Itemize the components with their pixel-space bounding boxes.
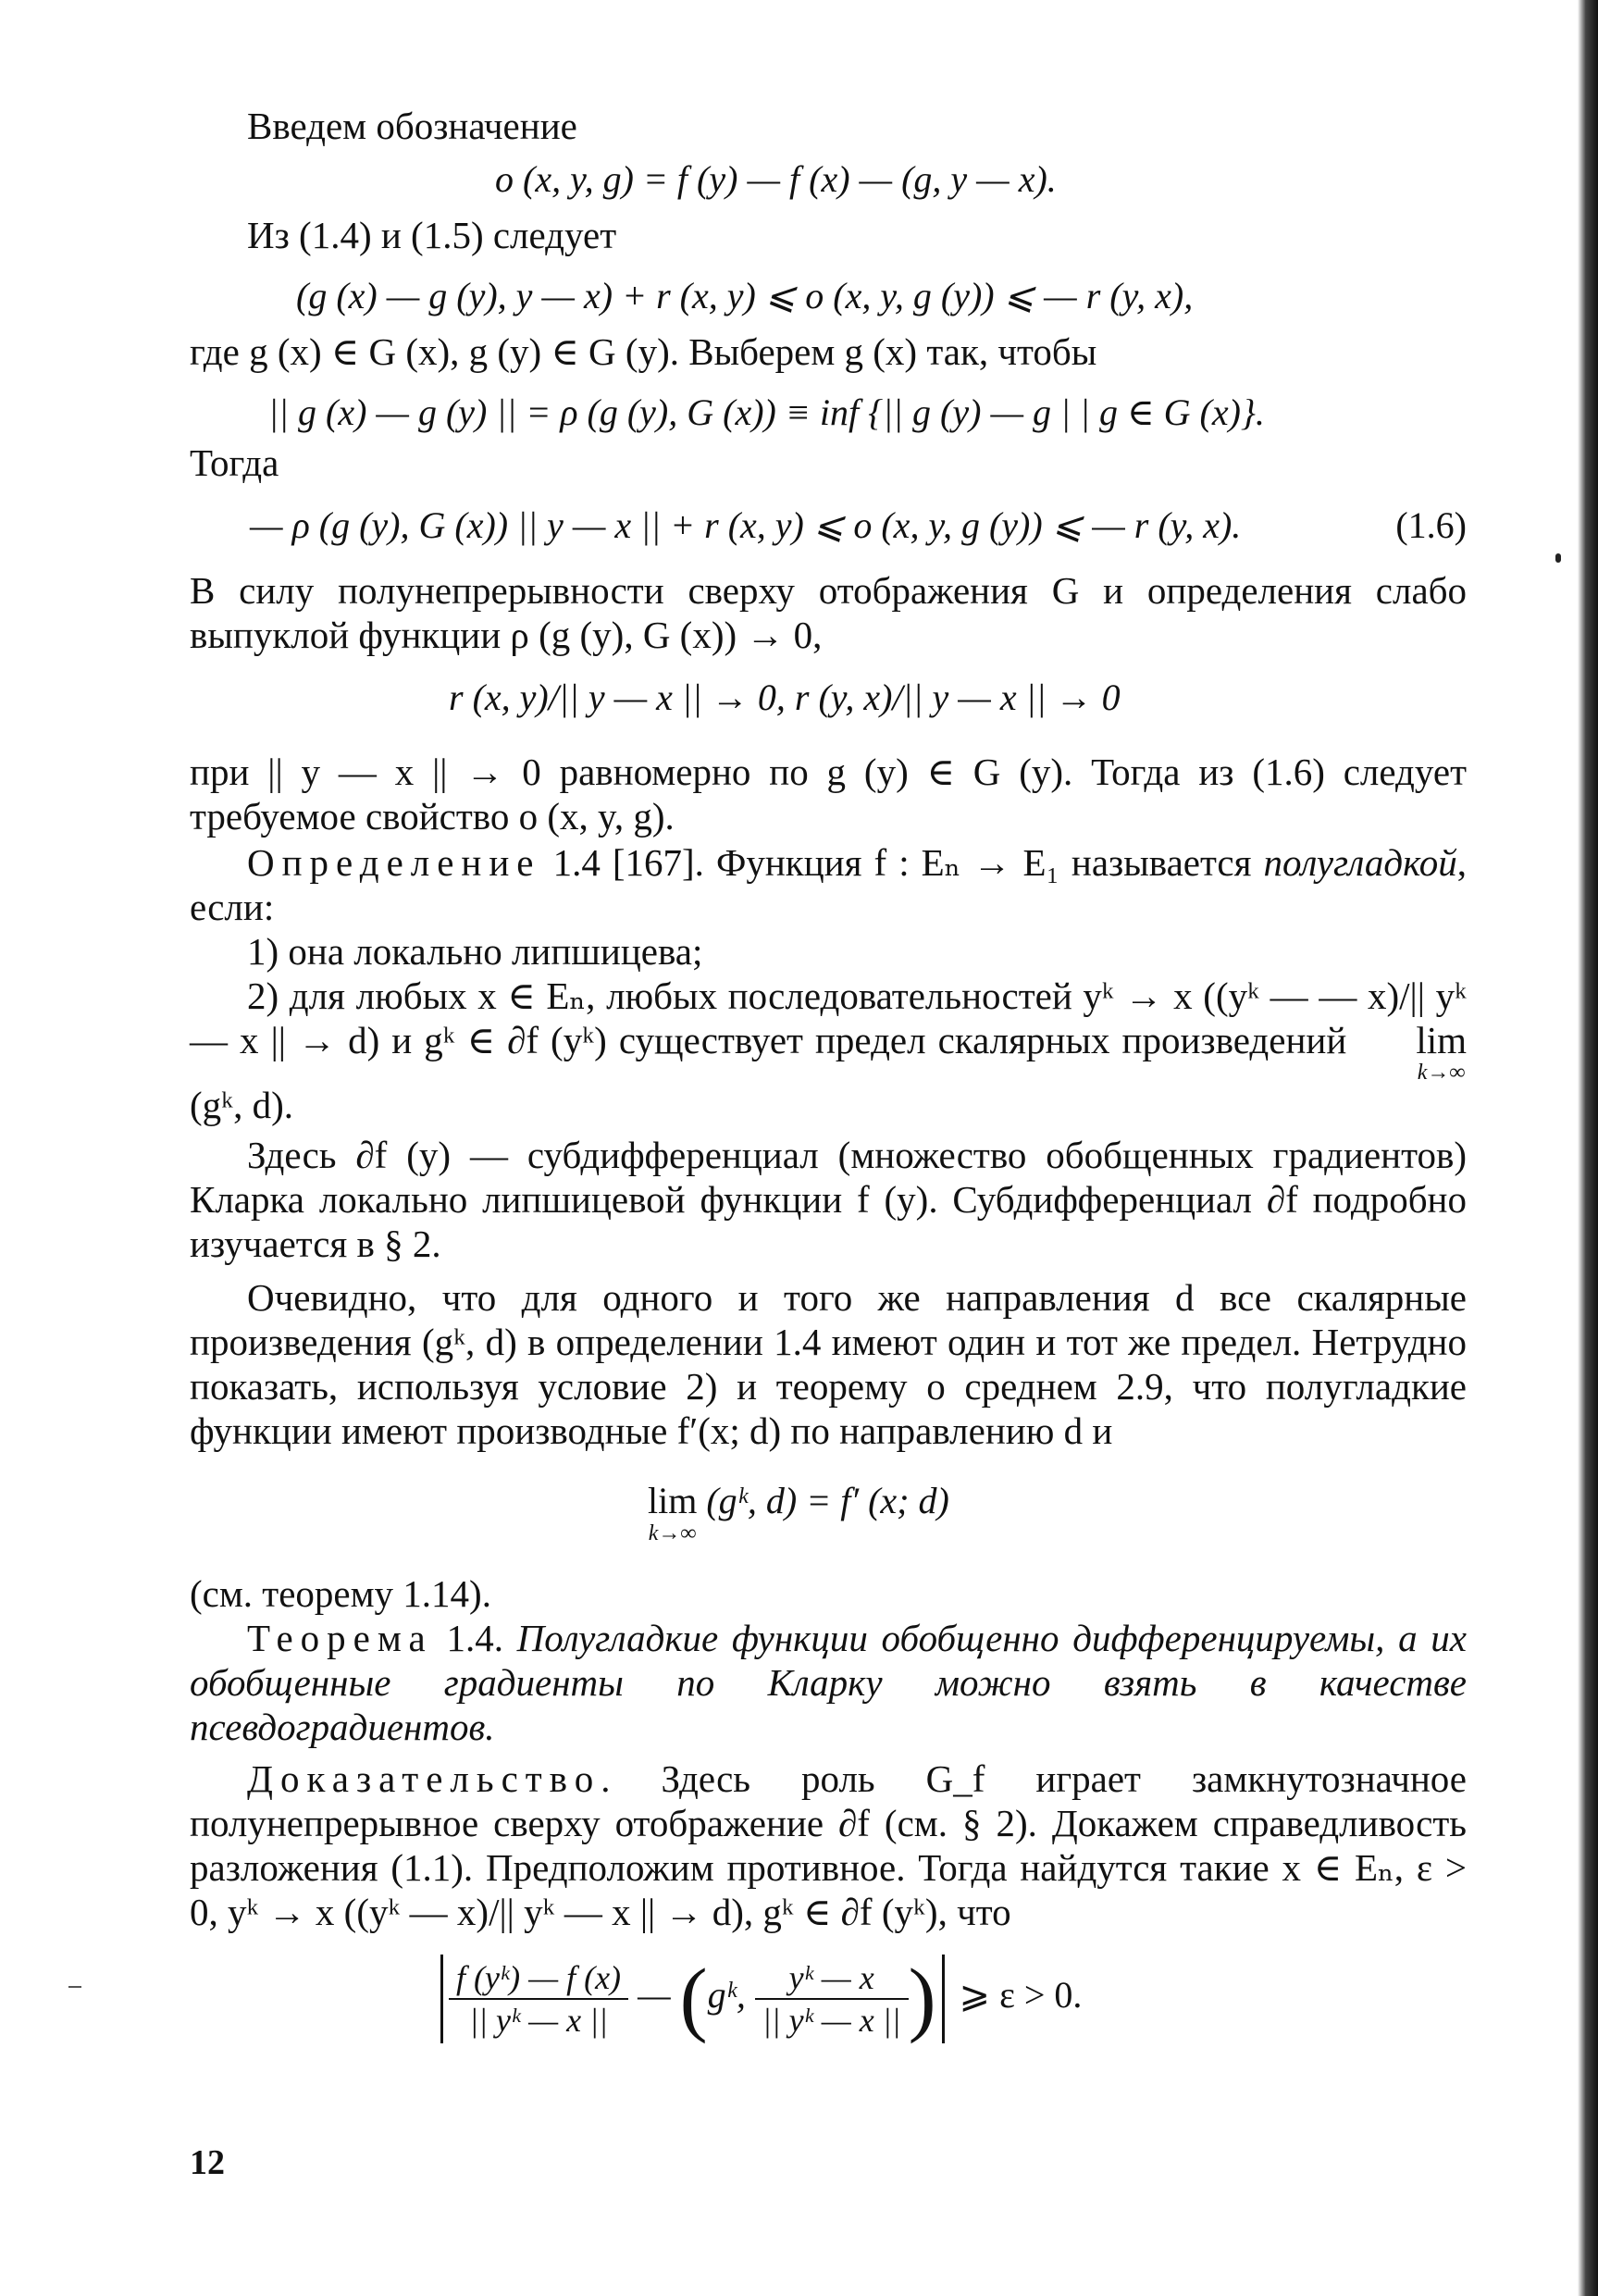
definition-text-b: , если: xyxy=(190,841,1467,928)
definition-term: полугладкой xyxy=(1263,841,1457,884)
margin-dash xyxy=(68,1986,81,1988)
proof-paragraph xyxy=(190,1756,1467,1934)
equation-number-1-6: (1.6) xyxy=(1395,504,1467,546)
semicontinuity-paragraph: В силу полунепрерывности сверху отображения G и определения слабо выпуклой функции ρ (g (y), G (x)) → 0, xyxy=(190,569,1467,656)
abs-bar-right xyxy=(942,1955,945,2043)
equation-1-6 xyxy=(190,503,1467,548)
equation-lim-rest: (gᵏ, d) = f′ (x; d) xyxy=(697,1480,949,1521)
definition-item-1: 1) она локально липшицева; xyxy=(247,930,703,973)
equation-1-6-body: — ρ (g (y), G (x)) || y — x || + r (x, y) ⩽ o (x, y, g (y)) ⩽ — r (y, x). xyxy=(250,504,1242,546)
fraction-2-denominator: || yᵏ — x || xyxy=(762,2001,901,2039)
fraction-1-denominator: || yᵏ — x || xyxy=(469,2001,608,2039)
final-g: gᵏ, xyxy=(707,1974,755,2016)
equation-o: o (x, y, g) = f (y) — f (x) — (g, y — x). xyxy=(495,158,1057,200)
final-rhs: ⩾ ε > 0. xyxy=(949,1974,1083,2016)
where-choose-line: где g (x) ∈ G (x), g (y) ∈ G (y). Выберем g (x) так, чтобы xyxy=(190,330,1097,373)
item-2-end: (gᵏ, d). xyxy=(190,1084,293,1126)
definition-label: Определение xyxy=(247,841,541,884)
fraction-2 xyxy=(755,1957,909,2041)
then-line: Тогда xyxy=(190,441,279,484)
definition-paragraph xyxy=(190,840,1467,929)
fraction-1-numerator: f (yᵏ) — f (x) xyxy=(449,1957,628,2000)
equation-lim-op xyxy=(648,1479,697,1544)
equation-lim xyxy=(190,1479,1467,1544)
definition-item-2 xyxy=(190,974,1467,1127)
theorem-number: 1.4. xyxy=(432,1617,517,1659)
theorem-paragraph xyxy=(190,1616,1467,1749)
equation-lim-sub: k→∞ xyxy=(648,1521,697,1545)
proof-label: Доказательство xyxy=(247,1757,601,1800)
proof-text: . Здесь роль G_f играет замкнутозначное полунепрерывное сверху отображение ∂f (см. § 2). Докажем справедливость разложения (1.1). Предположим противное. Тогда найдутся такие x ∈ Eₙ, ε > 0, yᵏ → x ((yᵏ — x)/|| yᵏ — x || → d), gᵏ ∈ ∂f (yᵏ), что xyxy=(190,1757,1467,1933)
obvious-paragraph: Очевидно, что для одного и того же направления d все скалярные произведения (gᵏ, d) в определении 1.4 имеют один и тот же предел. Нетрудно показать, используя условие 2) и теорему о среднем 2.9, что полугладкие функции имеют производные f′(x; d) по направлению d и xyxy=(190,1276,1467,1452)
page-body xyxy=(190,93,1467,2043)
item-2-lim-sub: k→∞ xyxy=(1417,1061,1466,1085)
margin-mark xyxy=(1555,553,1561,563)
final-inequality xyxy=(190,1949,1467,2043)
from-line: Из (1.4) и (1.5) следует xyxy=(247,214,617,256)
equation-norm: || g (x) — g (y) || = ρ (g (y), G (x)) ≡ inf {|| g (y) — g | | g ∈ G (x)}. xyxy=(268,391,1265,433)
page-number: 12 xyxy=(190,2143,225,2182)
intro-line: Введем обозначение xyxy=(247,105,577,147)
when-paragraph: при || y — x || → 0 равномерно по g (y) ∈ G (y). Тогда из (1.6) следует требуемое свойство o (x, y, g). xyxy=(190,751,1467,838)
theorem-label: Теорема xyxy=(247,1617,433,1659)
equation-lim-word: lim xyxy=(648,1480,698,1521)
item-2-limit xyxy=(1358,1018,1467,1083)
see-theorem-line: (см. теорему 1.14). xyxy=(190,1572,491,1615)
paren-close: ) xyxy=(908,1952,936,2044)
final-minus: — xyxy=(628,1974,680,2016)
fraction-1 xyxy=(449,1957,628,2041)
theorem-text: Полугладкие функции обобщенно дифференцируемы, а их обобщенные градиенты по Кларку можно взять в качестве псевдоградиентов. xyxy=(190,1617,1467,1748)
equation-inequality: (g (x) — g (y), y — x) + r (x, y) ⩽ o (x, y, g (y)) ⩽ — r (y, x), xyxy=(296,275,1194,316)
subdifferential-paragraph: Здесь ∂f (y) — субдифференциал (множество обобщенных градиентов) Кларка локально липшицевой функции f (y). Субдифференциал ∂f подробно изучается в § 2. xyxy=(190,1134,1467,1265)
definition-text-a: 1.4 [167]. Функция f : Eₙ → E₁ называется xyxy=(540,841,1264,884)
item-2-lim-word: lim xyxy=(1416,1019,1467,1061)
fraction-2-numerator: yᵏ — x xyxy=(755,1957,909,2000)
equation-limits: r (x, y)/|| y — x || → 0, r (y, x)/|| y — x || → 0 xyxy=(449,676,1121,718)
page-edge-shadow xyxy=(1578,0,1598,2296)
paren-open: ( xyxy=(679,1952,708,2044)
definition-item-2-text: 2) для любых x ∈ Eₙ, любых последовательностей yᵏ → x ((yᵏ — — x)/|| yᵏ — x || → d) и gᵏ ∈ ∂f (yᵏ) существует предел скалярных произведений xyxy=(190,974,1467,1061)
abs-bar-left xyxy=(440,1955,443,2043)
